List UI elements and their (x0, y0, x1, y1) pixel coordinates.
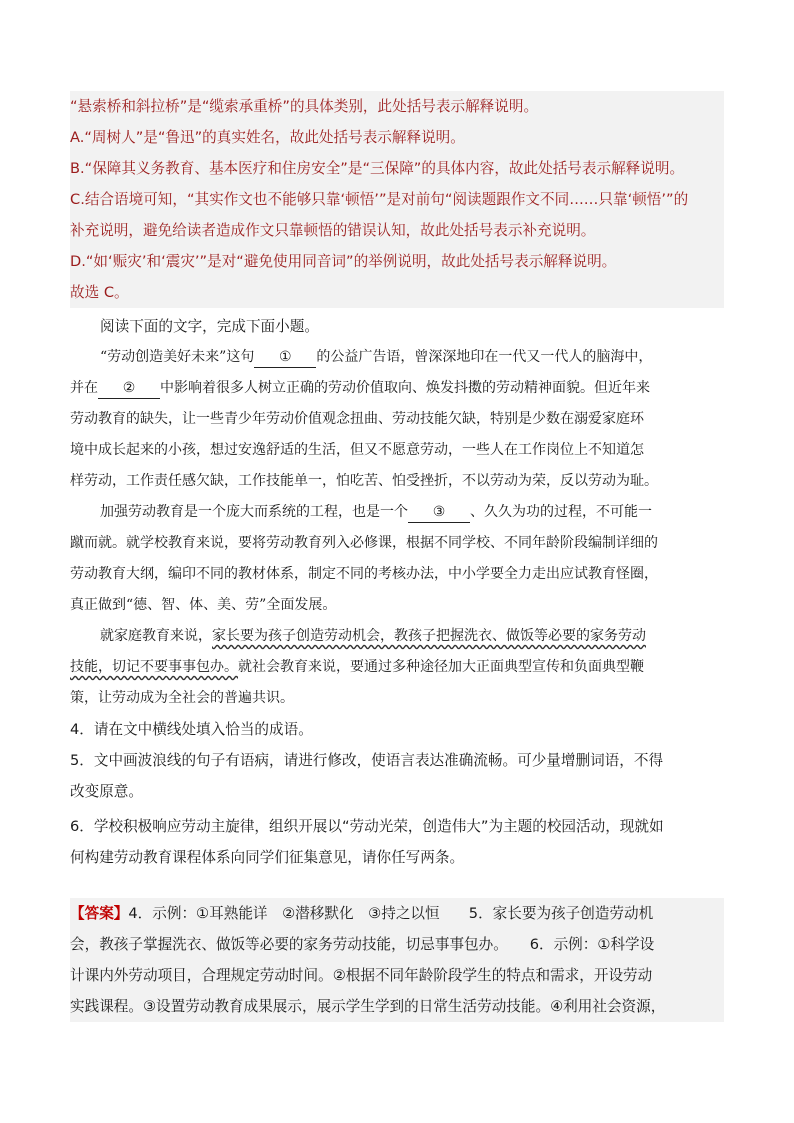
explanation-box (70, 91, 724, 308)
passage-line: 策，让劳动成为全社会的普遍共识。 (70, 690, 294, 706)
passage-line: 样劳动，工作责任感欠缺，工作技能单一，怕吃苦、怕受挫折，不以劳动为荣，反以劳动为耻。 (70, 473, 658, 489)
explanation-option-b: B.“保障其义务教育、基本医疗和住房安全”是“三保障”的具体内容，故此处括号表示解释说明。 (70, 160, 685, 177)
answer-line: 计课内外劳动项目，合理规定劳动时间。②根据不同年龄阶段学生的特点和需求，开设劳动 (70, 967, 653, 984)
answer-line: 会，教孩子掌握洗衣、做饭等必要的家务劳动技能，切忌事事包办。 6．示例：①科学设 (70, 936, 655, 953)
passage-line: 就家庭教育来说，家长要为孩子创造劳动机会，教孩子把握洗衣、做饭等必要的家务劳动 (100, 628, 646, 644)
answer-line: 【答案】4．示例：①耳熟能详 ②潜移默化 ③持之以恒 5．家长要为孩子创造劳动机 (70, 905, 654, 922)
blank-2: ② (98, 378, 160, 399)
wavy-underlined-sentence: 家长要为孩子创造劳动机会，教孩子把握洗衣、做饭等必要的家务劳动 (212, 628, 646, 644)
explanation-conclusion: 故选 C。 (70, 284, 129, 301)
passage-line: “劳动创造美好未来”这句 ① 的公益广告语，曾深深地印在一代又一代人的脑海中， (70, 342, 724, 373)
blank-3: ③ (408, 502, 470, 523)
passage-line: 境中成长起来的小孩，想过安逸舒适的生活，但又不愿意劳动，一些人在工作岗位上不知道怎 (70, 442, 644, 458)
question-4: 4．请在文中横线处填入恰当的成语。 (70, 721, 313, 738)
question-6: 6．学校积极响应劳动主旋律，组织开展以“劳动光荣，创造伟大”为主题的校园活动，现就如 (70, 818, 664, 835)
reading-instruction: 阅读下面的文字，完成下面小题。 (100, 318, 319, 335)
question-6-cont: 何构建劳动教育课程体系向同学们征集意见，请你任写两条。 (70, 849, 465, 866)
explanation-option-c-cont: 补充说明，避免给读者造成作文只靠顿悟的错误认知，故此处括号表示补充说明。 (70, 222, 596, 239)
explanation-option-d: D.“如‘赈灾’和‘震灾’”是对“避免使用同音词”的举例说明，故此处括号表示解释说明。 (70, 253, 617, 270)
passage-line: 真正做到“德、智、体、美、劳”全面发展。 (70, 597, 337, 613)
passage-line: 蹴而就。就学校教育来说，要将劳动教育列入必修课，根据不同学校、不同年龄阶段编制详细的 (70, 535, 658, 551)
question-5-cont: 改变原意。 (70, 783, 143, 800)
answer-box (70, 898, 724, 1022)
passage-line: 并在 ② 中影响着很多人树立正确的劳动价值取向、焕发抖擞的劳动精神面貌。但近年来 (70, 373, 724, 404)
reading-passage (70, 342, 724, 714)
passage-line: 加强劳动教育是一个庞大而系统的工程，也是一个 ③ 、久久为功的过程，不可能一 (70, 497, 724, 528)
answer-tag: 【答案】 (70, 905, 129, 922)
passage-line: 劳动教育大纲，编印不同的教材体系，制定不同的考核办法，中小学要全力走出应试教育怪圈， (70, 566, 658, 582)
explanation-line-1: “悬索桥和斜拉桥”是“缆索承重桥”的具体类别，此处括号表示解释说明。 (70, 98, 539, 115)
answer-line: 实践课程。③设置劳动教育成果展示，展示学生学到的日常生活劳动技能。④利用社会资源， (70, 998, 666, 1015)
explanation-option-a: A.“周树人”是“鲁迅”的真实姓名，故此处括号表示解释说明。 (70, 129, 465, 146)
passage-line: 劳动教育的缺失，让一些青少年劳动价值观念扭曲、劳动技能欠缺，特别是少数在溺爱家庭环 (70, 411, 644, 427)
wavy-underlined-sentence-cont: 技能，切记不要事事包办。 (70, 659, 238, 675)
question-5: 5．文中画波浪线的句子有语病，请进行修改，使语言表达准确流畅。可少量增删词语，不得 (70, 752, 664, 769)
questions (70, 714, 724, 873)
passage-line: 技能，切记不要事事包办。就社会教育来说，要通过多种途径加大正面典型宣传和负面典型鞭 (70, 659, 644, 675)
blank-1: ① (254, 347, 316, 368)
explanation-option-c: C.结合语境可知，“其实作文也不能够只靠‘顿悟’”是对前句“阅读题跟作文不同……只靠‘顿悟’”的 (70, 191, 689, 208)
